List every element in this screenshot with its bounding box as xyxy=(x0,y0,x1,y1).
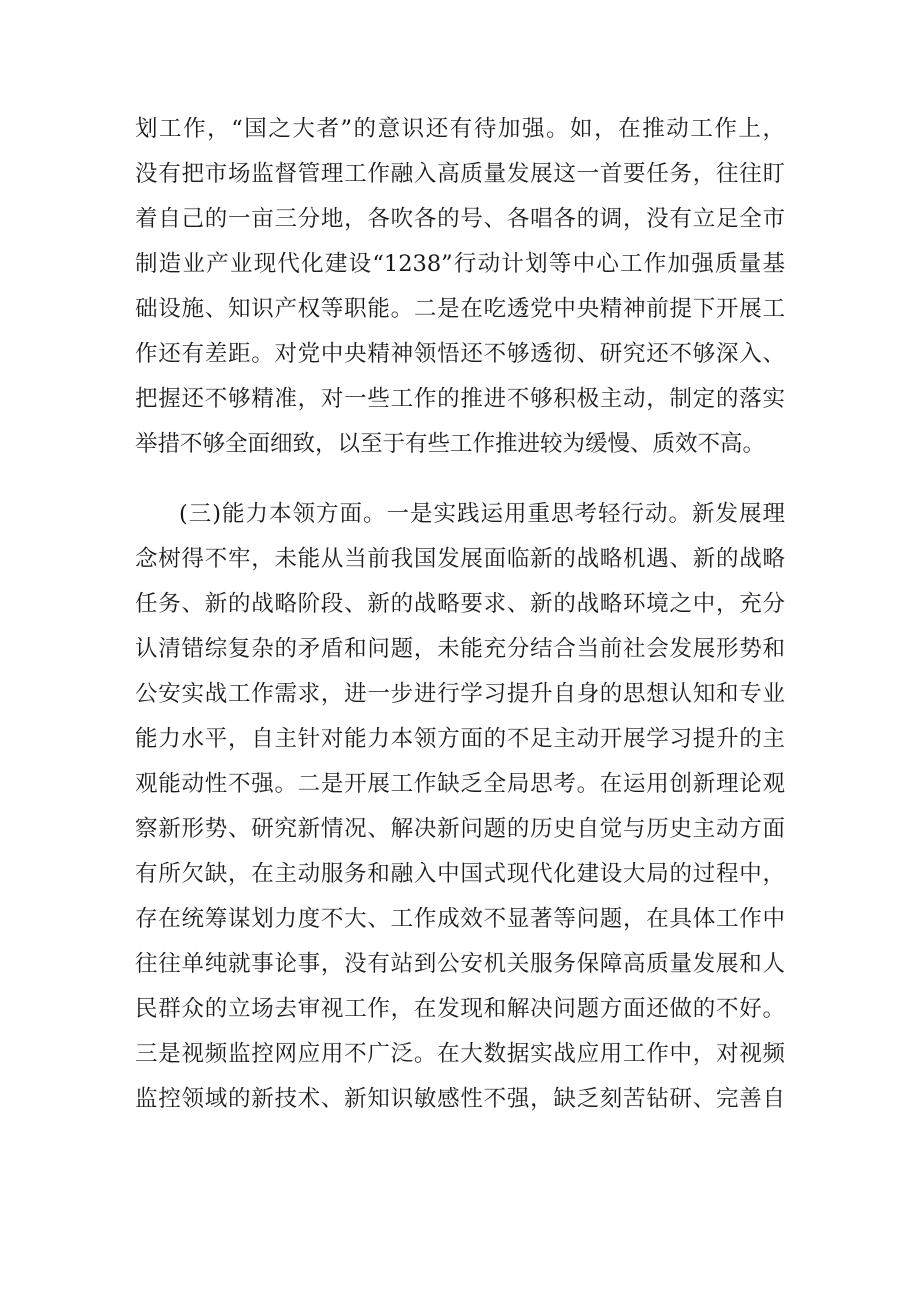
paragraph-line: 能力水平，自主针对能力本领方面的不足主动开展学习提升的主 xyxy=(135,726,785,752)
paragraph-line: 础设施、知识产权等职能。二是在吃透党中央精神前提下开展工 xyxy=(135,296,785,322)
paragraph-line: 往往单纯就事论事，没有站到公安机关服务保障高质量发展和人 xyxy=(135,951,785,977)
paragraph-line: 监控领域的新技术、新知识敏感性不强，缺乏刻苦钻研、完善自 xyxy=(135,1086,785,1112)
section-heading-line: (三)能力本领方面。一是实践运用重思考轻行动。新发展理 xyxy=(179,501,785,527)
paragraph-line: 有所欠缺，在主动服务和融入中国式现代化建设大局的过程中， xyxy=(135,861,785,887)
paragraph-line: 任务、新的战略阶段、新的战略要求、新的战略环境之中，充分 xyxy=(135,591,785,617)
paragraph-line: 认清错综复杂的矛盾和问题，未能充分结合当前社会发展形势和 xyxy=(135,636,785,662)
paragraph-line: 观能动性不强。二是开展工作缺乏全局思考。在运用创新理论观 xyxy=(135,771,785,797)
paragraph-line: 制造业产业现代化建设“1238”行动计划等中心工作加强质量基 xyxy=(135,251,785,277)
paragraph-line: 察新形势、研究新情况、解决新问题的历史自觉与历史主动方面 xyxy=(135,816,785,842)
paragraph-line: 民群众的立场去审视工作，在发现和解决问题方面还做的不好。 xyxy=(135,996,785,1022)
paragraph-line: 公安实战工作需求，进一步进行学习提升自身的思想认知和专业 xyxy=(135,681,785,707)
paragraph-line: 划工作，“国之大者”的意识还有待加强。如，在推动工作上， xyxy=(135,116,785,142)
paragraph-line: 着自己的一亩三分地，各吹各的号、各唱各的调，没有立足全市 xyxy=(135,206,785,232)
paragraph-line: 把握还不够精准，对一些工作的推进不够积极主动，制定的落实 xyxy=(135,386,785,412)
paragraph-line: 念树得不牢，未能从当前我国发展面临新的战略机遇、新的战略 xyxy=(135,546,785,572)
paragraph-line: 没有把市场监督管理工作融入高质量发展这一首要任务，往往盯 xyxy=(135,161,785,187)
paragraph-line: 存在统筹谋划力度不大、工作成效不显著等问题，在具体工作中 xyxy=(135,906,785,932)
paragraph-line: 举措不够全面细致，以至于有些工作推进较为缓慢、质效不高。 xyxy=(135,431,766,457)
paragraph-line: 三是视频监控网应用不广泛。在大数据实战应用工作中，对视频 xyxy=(135,1041,785,1067)
paragraph-line: 作还有差距。对党中央精神领悟还不够透彻、研究还不够深入、 xyxy=(135,341,785,367)
